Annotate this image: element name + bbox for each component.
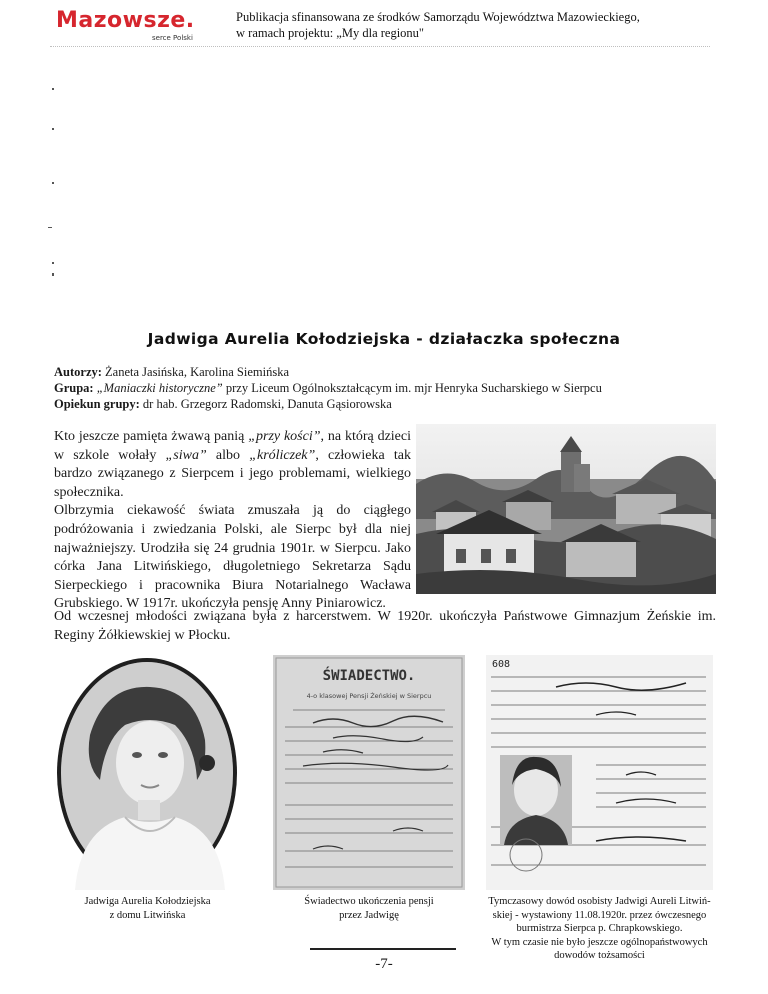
group-line — [54, 380, 734, 396]
nickname-3: „króliczek” — [249, 447, 316, 463]
intro-paragraph-1 — [54, 428, 411, 502]
intro-text-b: , na którą dzieci w szkole wołały — [54, 429, 411, 463]
id-card-drawing — [486, 655, 713, 890]
authors-line — [54, 364, 734, 380]
group-school: przy Liceum Ogólnokształcącym im. mjr Henryka Sucharskiego w Sierpcu — [222, 381, 602, 395]
town-photo-drawing — [416, 424, 716, 594]
portrait-caption-line2: z domu Litwińska — [109, 909, 186, 921]
certificate-drawing — [273, 655, 465, 890]
id-card-caption-line2: skiej - wystawiony 11.08.1920r. przez ówczesnego — [492, 909, 707, 921]
funding-note-line1: Publikacja sfinansowana ze środków Samorządu Województwa Mazowieckiego, — [236, 10, 640, 24]
page-number: -7- — [375, 956, 393, 972]
card-number: 608 — [492, 659, 511, 670]
certificate-scan — [273, 655, 465, 890]
supervisor-value: dr hab. Grzegorz Radomski, Danuta Gąsiorowska — [139, 397, 392, 411]
scan-speck — [52, 262, 54, 264]
id-card-caption-line1: Tymczasowy dowód osobisty Jadwigi Aureli Litwiń- — [488, 896, 711, 907]
scan-speck — [52, 182, 54, 184]
mazowsze-logo — [56, 10, 216, 46]
certificate-caption-line2: przez Jadwigę — [339, 909, 399, 921]
id-card-caption — [478, 895, 721, 963]
scan-speck — [52, 128, 54, 130]
supervisor-line — [54, 396, 734, 412]
certificate-caption — [273, 895, 465, 922]
funding-note-line2: w ramach projektu: „My dla regionu" — [236, 26, 425, 40]
id-card-scan — [486, 655, 713, 890]
scan-speck — [52, 88, 54, 90]
authors-value: Żaneta Jasińska, Karolina Siemińska — [101, 365, 290, 379]
logo-tagline: serce Polski — [152, 34, 193, 42]
article-meta — [54, 364, 734, 412]
portrait-photo — [55, 655, 240, 890]
intro-paragraph-2: Olbrzymia ciekawość świata zmuszała ją do ciągłego podróżowania i zwiedzania Polski, ale Sierpc był dla niej najważniejszy. Urodziła się 24 grudnia 1901r. w Sierpcu. Jako córka Jana Litwińskiego, długoletniego Sekretarza Sądu Sierpeckiego i pracownika Biura Notarialnego Wacława Grubskiego. W 1917r. ukończyła pensję Anny Piniarowicz. — [54, 503, 411, 612]
sierpc-town-photo — [416, 424, 716, 594]
portrait-caption — [55, 895, 240, 922]
supervisor-label: Opiekun grupy: — [54, 397, 140, 411]
footer-divider — [310, 948, 456, 950]
certificate-caption-line1: Świadectwo ukończenia pensji — [304, 896, 434, 907]
id-card-caption-line3: burmistrza Sierpca p. Chrapkowskiego. — [516, 923, 683, 934]
scan-speck — [48, 227, 52, 228]
funding-note — [236, 9, 706, 41]
intro-text-c: albo — [206, 447, 250, 463]
group-label: Grupa: — [54, 381, 94, 395]
portrait-drawing — [55, 655, 240, 890]
header-divider — [50, 46, 710, 48]
paragraph-scouting: Od wczesnej młodości związana była z harcerstwem. W 1920r. ukończyła Państwowe Gimnazjum Żeńskie im. Reginy Żółkiewskiej w Płocku. — [54, 609, 716, 643]
intro-text-d: , człowieka tak bardzo związanego z Sierpcem i jego problemami, wielkiego społecznika. — [54, 447, 412, 500]
authors-label: Autorzy: — [54, 365, 102, 379]
nickname-2: „siwa” — [165, 447, 207, 463]
logo-wordmark: Mazowsze. — [56, 8, 195, 33]
certificate-heading: ŚWIADECTWO. — [322, 668, 416, 684]
intro-text — [54, 428, 411, 614]
intro-text-a: Kto jeszcze pamięta żwawą panią — [54, 429, 249, 444]
portrait-caption-line1: Jadwiga Aurelia Kołodziejska — [84, 896, 211, 907]
group-name: „Maniaczki historyczne” — [93, 381, 223, 395]
certificate-subheading: 4-o klasowej Pensji Żeńskiej w Sierpcu — [306, 692, 432, 700]
article-title: Jadwiga Aurelia Kołodziejska - działaczka społeczna — [147, 330, 621, 348]
nickname-1: „przy kości” — [248, 429, 321, 444]
id-card-caption-line5: dowodów tożsamości — [554, 950, 645, 961]
scan-speck — [52, 273, 54, 276]
id-card-caption-line4: W tym czasie nie było jeszcze ogólnopaństwowych — [491, 936, 708, 948]
